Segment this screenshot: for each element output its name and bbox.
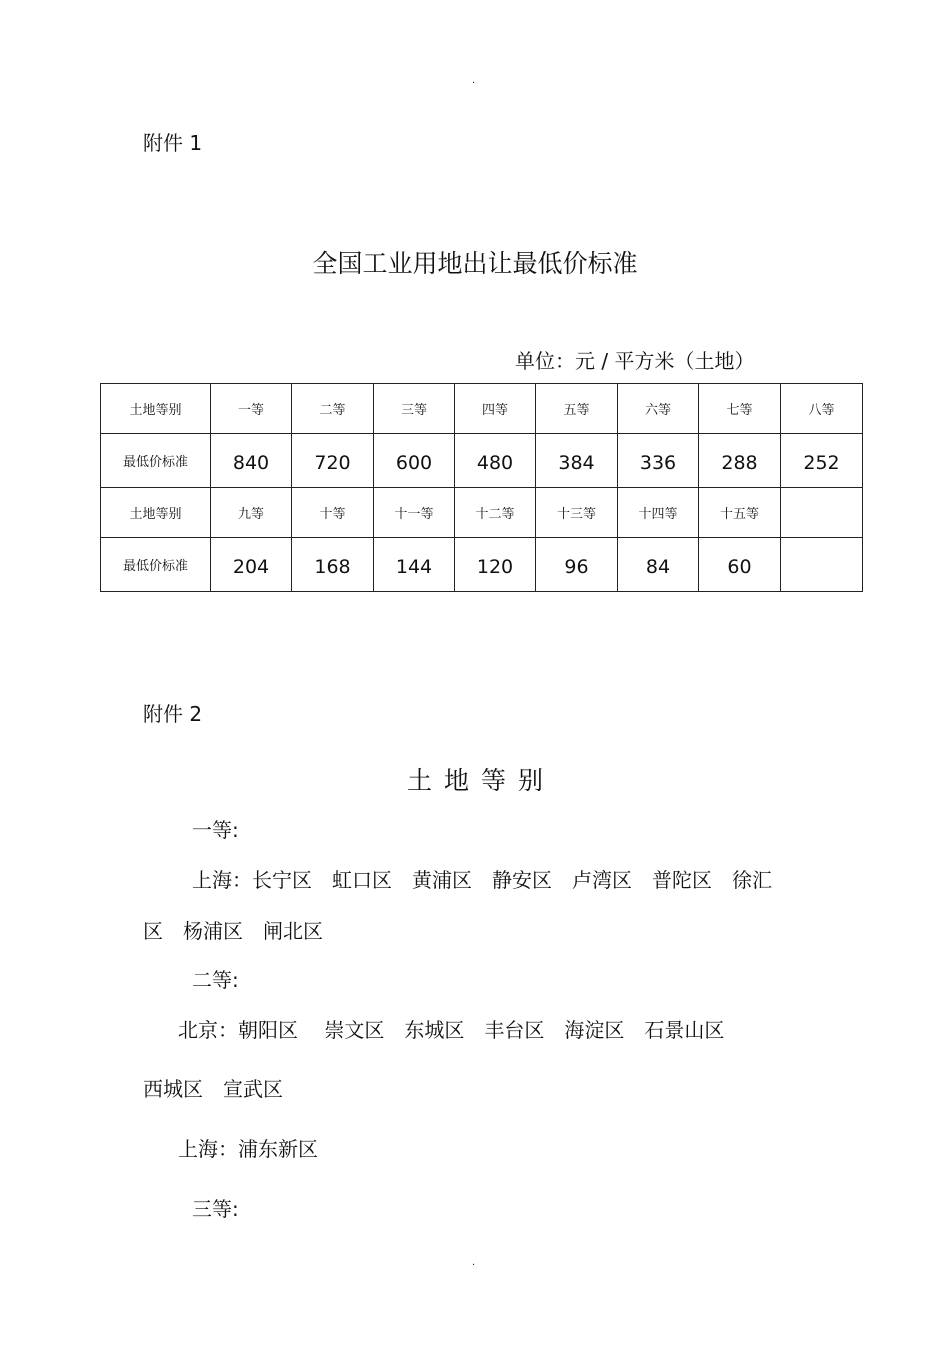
land-price-table [100,383,863,592]
row-label: 最低价标准 [101,434,211,488]
price-cell: 840 [211,434,292,488]
price-cell: 60 [699,538,781,592]
price-cell: 252 [781,434,863,488]
grade-cell: 十四等 [618,488,699,538]
grade-cell: 一等 [211,384,292,434]
grade-cell: 八等 [781,384,863,434]
price-cell: 84 [618,538,699,592]
grade-cell: 七等 [699,384,781,434]
grade-cell: 十二等 [455,488,536,538]
attachment-2-label: 附件 2 [143,702,203,726]
grade-3-heading: 三等: [192,1197,239,1221]
attachment-2-title: 土地等别 [406,766,555,795]
price-cell: 720 [292,434,374,488]
attachment-1-title: 全国工业用地出让最低价标准 [312,249,638,278]
grade-2-shanghai: 上海：浦东新区 [178,1137,318,1161]
price-cell: 168 [292,538,374,592]
table-row [101,538,863,592]
grade-2-heading: 二等: [192,968,239,992]
page-marker-bottom: . [472,1257,476,1268]
grade-cell: 十等 [292,488,374,538]
attachment-1-label: 附件 1 [143,131,203,155]
price-cell: 600 [374,434,455,488]
empty-cell [781,488,863,538]
grade-2-beijing-line-2: 西城区 宣武区 [143,1077,283,1101]
price-cell: 384 [536,434,618,488]
row-label: 最低价标准 [101,538,211,592]
price-cell: 288 [699,434,781,488]
row-label: 土地等别 [101,488,211,538]
grade-cell: 十三等 [536,488,618,538]
grade-2-beijing-line-1: 北京：朝阳区 崇文区 东城区 丰台区 海淀区 石景山区 [178,1018,725,1042]
table-row [101,488,863,538]
price-cell: 144 [374,538,455,592]
unit-label: 单位：元 / 平方米（土地） [515,349,755,373]
page-marker-top: . [472,75,476,86]
price-cell: 480 [455,434,536,488]
grade-cell: 四等 [455,384,536,434]
grade-cell: 十一等 [374,488,455,538]
empty-cell [781,538,863,592]
grade-cell: 五等 [536,384,618,434]
grade-cell: 九等 [211,488,292,538]
grade-1-shanghai-line-1: 上海：长宁区 虹口区 黄浦区 静安区 卢湾区 普陀区 徐汇 [192,868,772,892]
table-row [101,384,863,434]
grade-cell: 十五等 [699,488,781,538]
grade-1-heading: 一等: [192,818,239,842]
price-cell: 96 [536,538,618,592]
price-cell: 120 [455,538,536,592]
grade-1-shanghai-line-2: 区 杨浦区 闸北区 [143,919,323,943]
grade-cell: 六等 [618,384,699,434]
table-row [101,434,863,488]
price-cell: 336 [618,434,699,488]
price-cell: 204 [211,538,292,592]
grade-cell: 三等 [374,384,455,434]
grade-cell: 二等 [292,384,374,434]
row-label: 土地等别 [101,384,211,434]
